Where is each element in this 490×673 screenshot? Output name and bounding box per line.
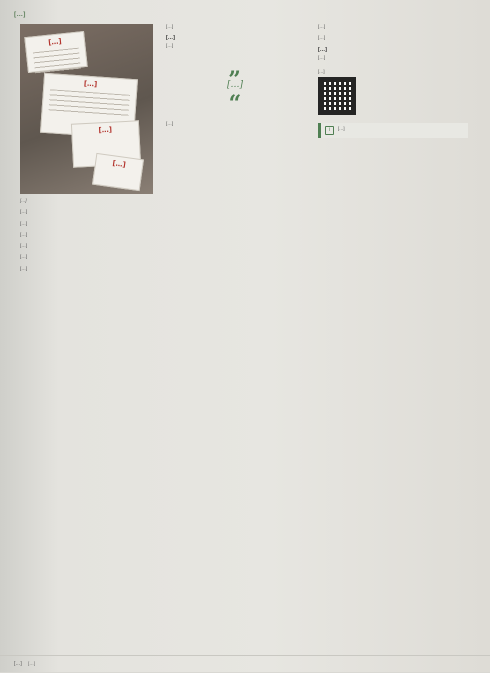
body-paragraph: […] — [20, 220, 28, 226]
footer-text: […] — [28, 661, 36, 666]
body-paragraph: […] — [166, 24, 174, 29]
section-heading: […] — [318, 46, 327, 53]
body-paragraph: […] — [166, 43, 174, 49]
body-paragraph: […] — [20, 209, 28, 215]
card-word: […] — [83, 79, 98, 89]
section-label: […] — [14, 11, 26, 18]
body-paragraph: […] — [20, 243, 28, 249]
body-paragraph: […] — [318, 35, 326, 41]
info-box — [318, 123, 468, 138]
body-paragraph: […] — [166, 121, 174, 127]
card-word: […] — [111, 159, 127, 169]
card-text-lines — [49, 89, 130, 117]
section-heading: […] — [166, 35, 175, 42]
body-paragraph: […] — [318, 24, 326, 29]
pull-quote — [166, 53, 304, 118]
card-tag — [73, 138, 139, 141]
body-paragraph: […] — [20, 254, 28, 260]
body-paragraph: […] — [20, 231, 28, 237]
article-photo — [20, 24, 153, 194]
column-3 — [318, 24, 468, 138]
photo-card — [24, 31, 87, 73]
info-box-text: […] — [338, 126, 345, 132]
qr-label: […] — [318, 68, 325, 74]
card-word: […] — [98, 125, 113, 135]
page-footer — [0, 655, 490, 673]
column-1 — [20, 24, 153, 277]
photo-caption: […] — [20, 198, 27, 203]
body-paragraph: […] — [318, 54, 326, 60]
photo-card — [92, 153, 144, 191]
quote-open-icon: „ — [228, 53, 242, 80]
card-text-lines — [33, 48, 81, 75]
qr-code-icon[interactable] — [318, 77, 356, 115]
body-paragraph: […] — [20, 265, 28, 271]
info-icon: i — [325, 126, 334, 135]
qr-block — [318, 69, 468, 115]
card-word: […] — [47, 37, 63, 47]
pull-quote-text: […] — [226, 79, 244, 90]
quote-close-icon: “ — [228, 91, 242, 118]
column-2 — [166, 24, 304, 132]
page-number: […] — [14, 661, 22, 667]
